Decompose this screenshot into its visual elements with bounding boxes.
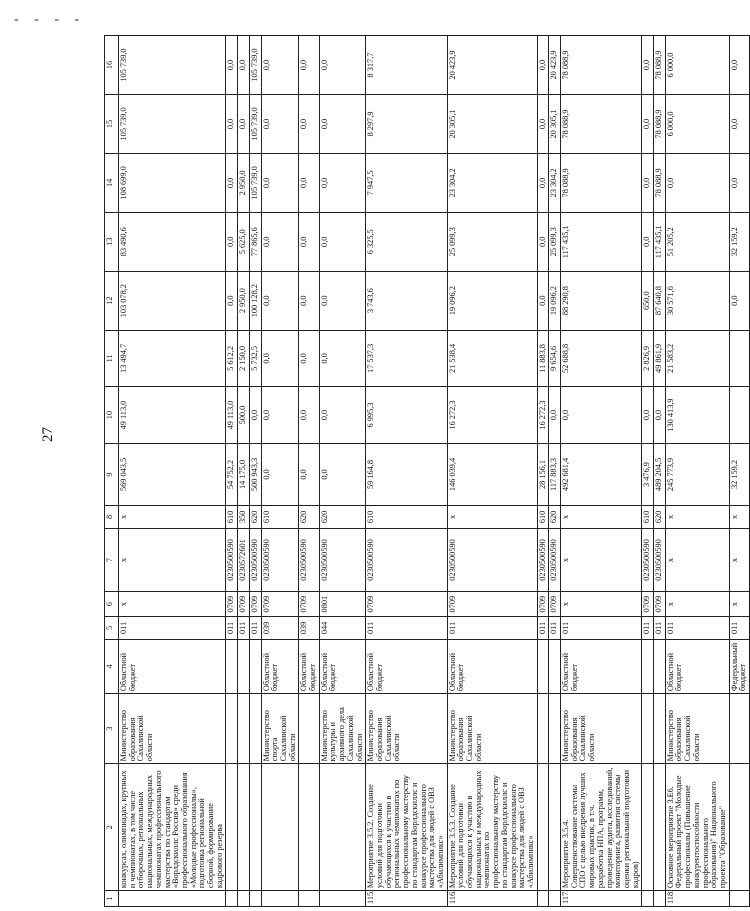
table-row [249, 36, 261, 907]
table-cell: 610 [261, 506, 299, 529]
table-cell: 28 156,1 [537, 443, 549, 505]
table-cell [537, 639, 549, 693]
table-cell: 23 304,2 [447, 153, 537, 212]
table-cell: 108 699,0 [119, 153, 226, 212]
table-cell [654, 891, 666, 907]
table-cell: 0709 [447, 592, 537, 617]
table-cell: 0230500590 [549, 528, 561, 591]
table-cell: 105 739,0 [119, 95, 226, 154]
column-header: 7 [105, 528, 119, 591]
header-row [105, 36, 119, 907]
table-cell: Областной бюджет [119, 639, 226, 693]
table-cell: 0,0 [299, 330, 319, 387]
table-cell: 20 423,9 [549, 36, 561, 95]
table-cell: 23 304,2 [549, 153, 561, 212]
table-cell [249, 694, 261, 764]
table-cell [729, 330, 749, 387]
table-cell: 20 305,1 [549, 95, 561, 154]
column-header: 11 [105, 330, 119, 387]
table-cell: 0,0 [642, 36, 654, 95]
table-cell [642, 891, 654, 907]
table-cell: 011 [537, 617, 549, 640]
table-cell [319, 891, 366, 907]
table-cell: 0,0 [665, 153, 729, 212]
table-cell [729, 891, 749, 907]
table-cell: 0,0 [642, 212, 654, 271]
table-cell: х [665, 592, 729, 617]
table-cell: 25 099,3 [447, 212, 537, 271]
table-cell: 78 088,9 [561, 36, 642, 95]
table-cell [299, 764, 319, 891]
table-cell: 0,0 [319, 153, 366, 212]
table-cell: Министерство образования Сахалинской области [366, 694, 447, 764]
table-cell: х [119, 506, 226, 529]
table-cell: 51 205,2 [665, 212, 729, 271]
table-cell: 146 039,4 [447, 443, 537, 505]
table-cell: 0,0 [537, 212, 549, 271]
table-cell: 0,0 [729, 95, 749, 154]
table-row [729, 36, 749, 907]
column-header: 1 [105, 891, 119, 907]
table-cell: 11 883,8 [537, 330, 549, 387]
table-cell: 0709 [549, 592, 561, 617]
table-cell [549, 694, 561, 764]
table-cell: 19 096,2 [549, 271, 561, 330]
table-cell: 0230500590 [319, 528, 366, 591]
table-cell: 78 088,9 [654, 153, 666, 212]
table-cell: 118. [665, 891, 729, 907]
table-cell [299, 694, 319, 764]
table-cell: 5 732,5 [249, 330, 261, 387]
column-header: 6 [105, 592, 119, 617]
table-cell: х [729, 592, 749, 617]
table-cell: 0,0 [537, 153, 549, 212]
table-cell: 0,0 [537, 36, 549, 95]
table-cell: 0,0 [226, 153, 238, 212]
table-cell: 0,0 [299, 443, 319, 505]
table-cell: 7 947,5 [366, 153, 447, 212]
table-cell: 489 204,5 [654, 443, 666, 505]
table-cell: 0709 [249, 592, 261, 617]
table-cell [537, 764, 549, 891]
table-cell: 0,0 [226, 95, 238, 154]
table-row [654, 36, 666, 907]
table-cell: 87 640,8 [654, 271, 666, 330]
table-cell: 0,0 [319, 271, 366, 330]
table-cell: 115. [366, 891, 447, 907]
table-cell: 0230500590 [642, 528, 654, 591]
table-cell: 0709 [226, 592, 238, 617]
table-cell: 0709 [366, 592, 447, 617]
table-cell: 0709 [238, 592, 250, 617]
table-cell [119, 891, 226, 907]
table-cell: 88 290,8 [561, 271, 642, 330]
table-cell: 2 150,0 [238, 330, 250, 387]
table-cell: 5 612,2 [226, 330, 238, 387]
table-cell: 117. [561, 891, 642, 907]
table-cell: 0,0 [654, 387, 666, 444]
table-cell: 0,0 [729, 271, 749, 330]
table-cell: 117 435,1 [561, 212, 642, 271]
table-cell: 0,0 [319, 36, 366, 95]
table-cell: 620 [299, 506, 319, 529]
table-cell: 0,0 [261, 36, 299, 95]
table-cell [549, 639, 561, 693]
table-cell: 011 [549, 617, 561, 640]
table-cell [642, 764, 654, 891]
table-cell: 78 088,9 [654, 95, 666, 154]
table-cell: 610 [226, 506, 238, 529]
table-cell [642, 639, 654, 693]
table-cell: 044 [319, 617, 366, 640]
table-cell: 117 883,3 [549, 443, 561, 505]
table-cell: 0,0 [299, 95, 319, 154]
table-row [537, 36, 549, 907]
table-cell [642, 694, 654, 764]
table-cell: 83 490,6 [119, 212, 226, 271]
table-cell: 011 [642, 617, 654, 640]
table-cell: 0801 [319, 592, 366, 617]
column-header: 13 [105, 212, 119, 271]
table-row [299, 36, 319, 907]
table-cell: 0,0 [729, 36, 749, 95]
table-cell: 0230500590 [537, 528, 549, 591]
table-cell: 32 159,2 [729, 443, 749, 505]
table-row [447, 36, 537, 907]
table-cell: х [119, 528, 226, 591]
table-cell: 105 739,0 [249, 153, 261, 212]
table-cell: 011 [226, 617, 238, 640]
table-cell: 16 272,3 [447, 387, 537, 444]
table-cell: Областной бюджет [319, 639, 366, 693]
table-cell: 011 [249, 617, 261, 640]
table-cell: 0,0 [261, 271, 299, 330]
table-cell [729, 764, 749, 891]
table-cell: конкурсах, олимпиадах, крупных и чемпионатах, в том числе отборочных, региональных национальных, международных чемпионатах профессионального мастерства по стандартам «Ворлдскиллс Россия» среди профессионального образования «Молодые профессионалы», подготовка региональной сборной, формирование кадрового резерва [119, 764, 226, 891]
table-cell [654, 694, 666, 764]
table-cell: 0,0 [238, 95, 250, 154]
table-cell: 0,0 [549, 387, 561, 444]
table-cell: 105 739,0 [119, 36, 226, 95]
table-row [238, 36, 250, 907]
table-cell [319, 764, 366, 891]
table-cell: 103 078,2 [119, 271, 226, 330]
table-cell: 19 096,2 [447, 271, 537, 330]
table-cell: Министерство культуры и архивного дела Сахалинской области [319, 694, 366, 764]
table-cell [249, 639, 261, 693]
table-row [261, 36, 299, 907]
table-cell: 610 [366, 506, 447, 529]
table-cell: 011 [238, 617, 250, 640]
table-cell [654, 639, 666, 693]
table-cell: 245 773,9 [665, 443, 729, 505]
table-row [366, 36, 447, 907]
table-cell: 0,0 [226, 271, 238, 330]
table-cell [226, 764, 238, 891]
table-cell [226, 639, 238, 693]
table-cell: 0709 [299, 592, 319, 617]
table-cell [226, 891, 238, 907]
table-row [642, 36, 654, 907]
table-cell: Федеральный бюджет [729, 639, 749, 693]
table-cell: х [561, 528, 642, 591]
table-row [226, 36, 238, 907]
table-cell: 0230500590 [654, 528, 666, 591]
column-header: 2 [105, 764, 119, 891]
table-cell [226, 694, 238, 764]
table-cell: 105 739,0 [249, 36, 261, 95]
table-cell: 49 861,9 [654, 330, 666, 387]
table-cell: х [665, 528, 729, 591]
table-cell: 011 [119, 617, 226, 640]
table-cell: 49 113,0 [226, 387, 238, 444]
table-cell [299, 891, 319, 907]
table-cell: 0,0 [261, 330, 299, 387]
table-cell: 011 [654, 617, 666, 640]
table-cell: 0,0 [642, 387, 654, 444]
column-header: 3 [105, 694, 119, 764]
table-cell: 011 [561, 617, 642, 640]
table-cell: 130 413,9 [665, 387, 729, 444]
table-cell: 0,0 [261, 153, 299, 212]
top-mark: - - - - [14, 12, 86, 27]
table-cell: 21 538,4 [447, 330, 537, 387]
table-cell: 620 [654, 506, 666, 529]
table-cell: 2 950,0 [238, 153, 250, 212]
table-cell: 117 435,1 [654, 212, 666, 271]
table-cell: 13 494,7 [119, 330, 226, 387]
table-cell: х [729, 528, 749, 591]
table-cell: Мероприятие 3.5.2. Создание условий для подготовки обучающихся к участию в региональных чемпионатах по профессиональному мастерству по стандартам Ворлдскиллс и конкурсе профессионального мастерства для людей с ОВЗ «Абилимпикс» [366, 764, 447, 891]
table-cell: 0,0 [299, 387, 319, 444]
table-cell: Областной бюджет [561, 639, 642, 693]
table-cell: Мероприятие 3.5.3. Создание условий для подготовки обучающихся к участию в национальных и международных чемпионатах по профессиональному мастерству по стандартам Ворлдскиллс и конкурсе профессионального мастерства для людей с ОВЗ «Абилимпикс» [447, 764, 537, 891]
column-header: 5 [105, 617, 119, 640]
table-cell [537, 694, 549, 764]
table-cell: 9 654,6 [549, 330, 561, 387]
table-cell: 21 583,2 [665, 330, 729, 387]
table-cell: 78 088,9 [654, 36, 666, 95]
table-cell: 0,0 [729, 153, 749, 212]
table-cell: 3 743,6 [366, 271, 447, 330]
table-cell: 0,0 [226, 36, 238, 95]
table-cell: 0,0 [319, 95, 366, 154]
table-cell: 0,0 [261, 443, 299, 505]
table-row [665, 36, 729, 907]
column-header: 8 [105, 506, 119, 529]
column-header: 4 [105, 639, 119, 693]
table-cell: 0230500590 [366, 528, 447, 591]
column-header: 15 [105, 95, 119, 154]
table-cell: 52 688,8 [561, 330, 642, 387]
table-cell: 30 571,6 [665, 271, 729, 330]
table-cell: 2 950,0 [238, 271, 250, 330]
table-cell: х [561, 592, 642, 617]
table-cell: Министерство образования Сахалинской области [665, 694, 729, 764]
table-cell: 0,0 [561, 387, 642, 444]
table-cell: 16 272,3 [537, 387, 549, 444]
table-cell [238, 694, 250, 764]
table-cell: 32 159,2 [729, 212, 749, 271]
budget-table [104, 35, 750, 907]
table-cell: 77 865,6 [249, 212, 261, 271]
table-cell: 0,0 [319, 443, 366, 505]
table-cell: 0,0 [249, 387, 261, 444]
table-cell: Областной бюджет [299, 639, 319, 693]
table-cell: 0,0 [537, 95, 549, 154]
table-row [319, 36, 366, 907]
table-cell: Министерство спорта Сахалинской области [261, 694, 299, 764]
table-cell: 25 099,3 [549, 212, 561, 271]
table-cell: 0,0 [226, 212, 238, 271]
table-cell: 0709 [537, 592, 549, 617]
table-cell: 0,0 [642, 153, 654, 212]
table-cell: 610 [642, 506, 654, 529]
table-cell: 0709 [642, 592, 654, 617]
table-cell: 78 088,9 [561, 153, 642, 212]
table-cell: Областной бюджет [665, 639, 729, 693]
table-cell: 0230500590 [226, 528, 238, 591]
table-cell: Министерство образования Сахалинской области [447, 694, 537, 764]
column-header: 9 [105, 443, 119, 505]
table-cell: 0230500590 [261, 528, 299, 591]
table-cell [654, 764, 666, 891]
table-cell: Мероприятие 3.5.4. Совершенствование системы СПО с целью внедрения лучших мировых практик, в т.ч. разработка НПА, программ, проведение аудита, исследований, мониторинга, развития системы оценки региональной подготовки кадров) [561, 764, 642, 891]
table-cell [261, 764, 299, 891]
table-cell: 5 625,0 [238, 212, 250, 271]
table-cell: 0,0 [261, 95, 299, 154]
table-cell: 0709 [654, 592, 666, 617]
table-cell [549, 764, 561, 891]
table-cell: 0,0 [238, 36, 250, 95]
table-cell: 0,0 [299, 36, 319, 95]
table-cell: 011 [665, 617, 729, 640]
table-cell [549, 891, 561, 907]
table-cell: 0,0 [299, 212, 319, 271]
table-cell: 620 [319, 506, 366, 529]
table-cell: 500 943,3 [249, 443, 261, 505]
table-cell: 100 128,2 [249, 271, 261, 330]
table-cell: 011 [366, 617, 447, 640]
table-cell: 500,0 [238, 387, 250, 444]
table-cell [729, 387, 749, 444]
table-cell: 20 423,9 [447, 36, 537, 95]
rotated-table-container [104, 35, 748, 907]
table-cell: 350 [238, 506, 250, 529]
table-cell: Областной бюджет [261, 639, 299, 693]
table-cell: 49 113,0 [119, 387, 226, 444]
table-cell: х [729, 506, 749, 529]
table-cell: 0,0 [261, 387, 299, 444]
table-cell: х [665, 506, 729, 529]
table-cell: 116. [447, 891, 537, 907]
table-cell [729, 694, 749, 764]
column-header: 12 [105, 271, 119, 330]
table-cell: 0,0 [537, 271, 549, 330]
table-cell: 0,0 [299, 153, 319, 212]
table-cell: х [447, 506, 537, 529]
table-cell: 78 088,9 [561, 95, 642, 154]
table-cell: 650,0 [642, 271, 654, 330]
table-cell: 620 [549, 506, 561, 529]
table-cell: 620 [249, 506, 261, 529]
table-cell: 14 175,0 [238, 443, 250, 505]
table-cell: Министерство образования Сахалинской области [119, 694, 226, 764]
table-cell: 3 476,9 [642, 443, 654, 505]
table-cell: 0230500590 [249, 528, 261, 591]
table-cell [238, 764, 250, 891]
table-cell: 0709 [261, 592, 299, 617]
table-cell [537, 891, 549, 907]
table-cell: 011 [447, 617, 537, 640]
table-cell: 105 739,0 [249, 95, 261, 154]
table-cell [249, 891, 261, 907]
table-cell: Областной бюджет [366, 639, 447, 693]
table-cell: 0230500590 [299, 528, 319, 591]
table-cell: 17 537,3 [366, 330, 447, 387]
table-cell [238, 891, 250, 907]
table-cell: 8 297,9 [366, 95, 447, 154]
column-header: 10 [105, 387, 119, 444]
table-cell: 6 325,5 [366, 212, 447, 271]
table-cell: 0230500590 [447, 528, 537, 591]
table-cell: х [561, 506, 642, 529]
table-cell: 569 043,5 [119, 443, 226, 505]
table-cell: 54 752,2 [226, 443, 238, 505]
table-cell: 6 995,3 [366, 387, 447, 444]
page-number: 27 [40, 427, 56, 442]
table-cell [238, 639, 250, 693]
table-cell: Основное мероприятие 3.Е6. Федеральный проект "Молодые профессионалы (Повышение конкурентоспособности профессионального образования)" Национального проекта "Образование" [665, 764, 729, 891]
table-cell [261, 891, 299, 907]
table-cell: 039 [261, 617, 299, 640]
table-cell: 2 826,9 [642, 330, 654, 387]
table-cell: 0,0 [261, 212, 299, 271]
table-cell [249, 764, 261, 891]
table-cell: х [119, 592, 226, 617]
table-cell: Областной бюджет [447, 639, 537, 693]
table-cell: 20 305,1 [447, 95, 537, 154]
column-header: 16 [105, 36, 119, 95]
table-cell: 6 000,0 [665, 36, 729, 95]
table-cell: 6 000,0 [665, 95, 729, 154]
table-cell: 610 [537, 506, 549, 529]
table-cell: Министерство образования Сахалинской области [561, 694, 642, 764]
table-cell: 0230572601 [238, 528, 250, 591]
table-cell: 0,0 [319, 387, 366, 444]
table-cell: 59 164,8 [366, 443, 447, 505]
table-row [549, 36, 561, 907]
table-cell: 011 [729, 617, 749, 640]
table-cell: 0,0 [319, 212, 366, 271]
table-cell: 039 [299, 617, 319, 640]
table-row [561, 36, 642, 907]
column-header: 14 [105, 153, 119, 212]
table-row [119, 36, 226, 907]
table-cell: 0,0 [319, 330, 366, 387]
table-cell: 8 317,7 [366, 36, 447, 95]
table-cell: 0,0 [299, 271, 319, 330]
table-cell: 492 681,4 [561, 443, 642, 505]
table-cell: 0,0 [642, 95, 654, 154]
